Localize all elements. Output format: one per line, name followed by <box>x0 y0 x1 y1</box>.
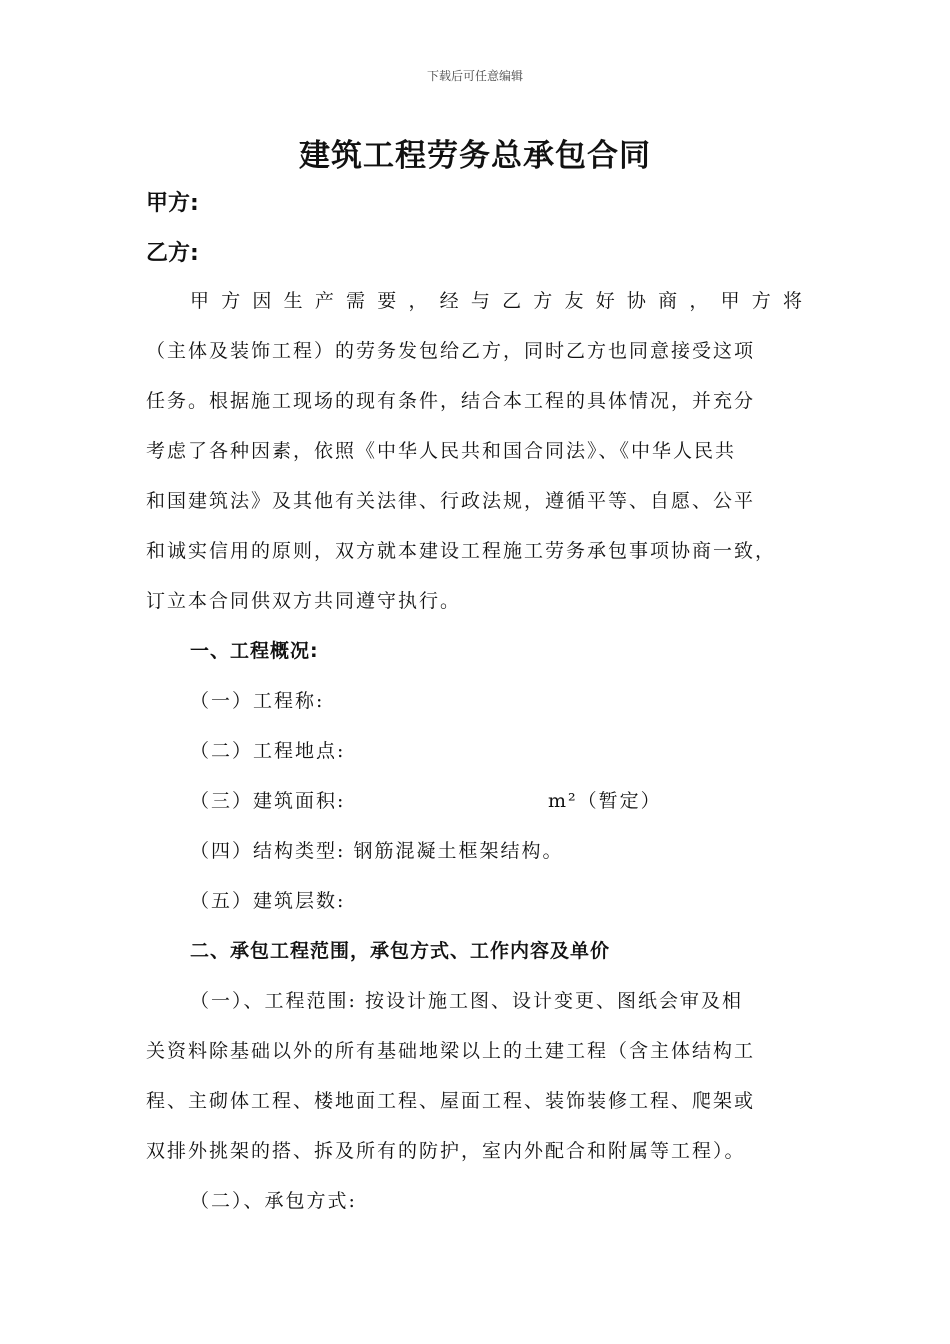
intro-line: （主体及装饰工程）的劳务发包给乙方，同时乙方也同意接受这项 <box>146 340 756 362</box>
overview-item: （二）工程地点: <box>190 740 346 762</box>
document-title: 建筑工程劳务总承包合同 <box>299 138 651 174</box>
scope-line: （一）、工程范围: 按设计施工图、设计变更、图纸会审及相 <box>190 990 743 1012</box>
section-heading: 二、承包工程范围，承包方式、工作内容及单价 <box>190 940 611 962</box>
contract-method: （二）、承包方式: <box>190 1190 357 1212</box>
scope-line: 程、主砌体工程、楼地面工程、屋面工程、装饰装修工程、爬架或 <box>146 1090 756 1112</box>
scope-line: 双排外挑架的搭、拆及所有的防护，室内外配合和附属等工程）。 <box>146 1140 746 1162</box>
overview-item: （一）工程称: <box>190 690 325 712</box>
overview-item: （五）建筑层数: <box>190 890 346 912</box>
section-heading: 一、工程概况: <box>190 640 319 662</box>
area-unit: m²（暂定） <box>548 790 662 812</box>
party-a-label: 甲方: <box>146 191 199 216</box>
intro-line: 和诚实信用的原则，双方就本建设工程施工劳务承包事项协商一致， <box>146 540 777 562</box>
header-note: 下载后可任意编辑 <box>426 69 523 83</box>
intro-line: 任务。根据施工现场的现有条件，结合本工程的具体情况，并充分 <box>146 390 756 412</box>
intro-line: 考虑了各种因素，依照《中华人民共和国合同法》、《中华人民共 <box>146 440 737 462</box>
intro-line: 甲方因生产需要，经与乙方友好协商，甲方将 <box>190 290 804 312</box>
intro-line: 订立本合同供双方共同遵守执行。 <box>146 590 462 612</box>
overview-item: （三）建筑面积: <box>190 790 346 812</box>
overview-item: （四）结构类型: 钢筋混凝土框架结构。 <box>190 840 564 862</box>
party-b-label: 乙方: <box>146 241 199 266</box>
scope-line: 关资料除基础以外的所有基础地梁以上的土建工程（含主体结构工 <box>146 1040 756 1062</box>
intro-line: 和国建筑法》及其他有关法律、行政法规，遵循平等、自愿、公平 <box>146 490 756 512</box>
